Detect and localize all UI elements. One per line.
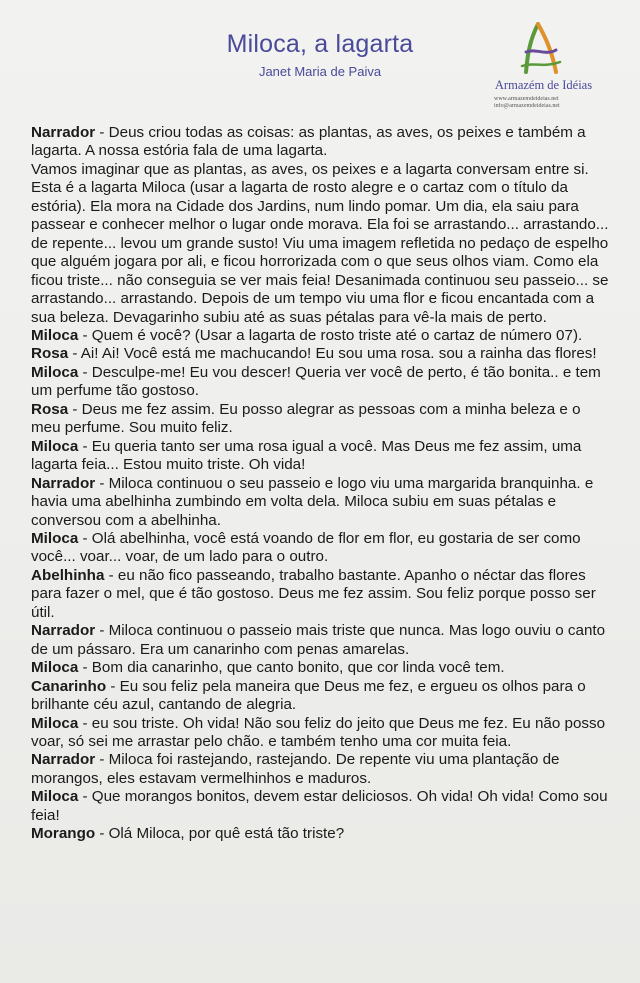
speaker-label: Miloca	[31, 326, 79, 344]
line-text: - Miloca continuou o seu passeio e logo viu uma margarida branquinha. e havia uma abelhinha zumbindo em volta dela. Miloca subiu em suas pétalas e conversou com a abelhinha.	[31, 474, 594, 529]
speaker-label: Rosa	[31, 345, 69, 363]
line-text: - Miloca foi rastejando, rastejando. De repente viu uma plantação de morangos, eles estavam vermelhinhos e maduros.	[31, 751, 560, 787]
publisher-site: www.armazemdeideias.net	[494, 96, 559, 102]
paragraph	[31, 327, 613, 345]
line-text: - Bom dia canarinho, que canto bonito, que cor linda você tem.	[78, 659, 505, 677]
paragraph	[31, 678, 613, 715]
speaker-label: Narrador	[31, 622, 96, 640]
line-text: - Eu queria tanto ser uma rosa igual a você. Mas Deus me fez assim, uma lagarta feia... Estou muito triste. Oh vida!	[31, 437, 582, 474]
line-text: - Que morangos bonitos, devem estar deliciosos. Oh vida! Oh vida! Como sou feia!	[31, 788, 608, 824]
publisher-email: info@armazemdeideias.net	[494, 103, 560, 109]
paragraph	[31, 715, 613, 752]
speaker-label: Miloca	[31, 714, 79, 732]
speaker-label: Canarinho	[31, 677, 107, 695]
paragraph	[31, 401, 613, 438]
line-text: - Quem é você? (Usar a lagarta de rosto triste até o cartaz de número 07).	[78, 326, 583, 344]
paragraph	[31, 438, 613, 475]
paragraph	[31, 567, 613, 622]
line-text: - eu não fico passeando, trabalho bastante. Apanho o néctar das flores para fazer o mel, que é tão gostoso. Deus me fez assim. Sou feliz porque posso ser útil.	[31, 566, 596, 621]
paragraph	[31, 475, 613, 530]
story-title: Miloca, a lagarta	[226, 30, 414, 58]
speaker-label: Miloca	[31, 659, 79, 677]
line-text: - Eu sou feliz pela maneira que Deus me fez, e ergueu os olhos para o brilhante céu azul, cantando de alegria.	[31, 677, 586, 714]
paragraph	[31, 751, 613, 788]
speaker-label: Miloca	[31, 437, 79, 455]
paragraph	[31, 659, 613, 677]
paragraph	[31, 825, 613, 843]
line-text: - Desculpe-me! Eu vou descer! Queria ver você de perto, é tão bonita.. e tem um perfume tão gostoso.	[31, 363, 601, 400]
paragraph	[31, 124, 613, 161]
speaker-label: Miloca	[31, 788, 79, 806]
line-text: - Deus criou todas as coisas: as plantas, as aves, os peixes e também a lagarta. A nossa estória fala de uma lagarta.	[31, 124, 586, 160]
paragraph	[31, 364, 613, 401]
line-text: - Miloca continuou o passeio mais triste que nunca. Mas logo ouviu o canto de um pássaro. Era um canarinho com penas amarelas.	[31, 622, 606, 658]
line-text: - Ai! Ai! Você está me machucando! Eu sou uma rosa. sou a rainha das flores!	[68, 345, 597, 363]
paragraph	[31, 345, 613, 363]
publisher-name: Armazém de Idéias	[494, 78, 593, 92]
paragraph	[31, 788, 613, 825]
paragraph	[31, 161, 613, 327]
line-text: - Olá Miloca, por quê está tão triste?	[95, 825, 345, 843]
publisher-logo	[486, 22, 601, 122]
line-text: - eu sou triste. Oh vida! Não sou feliz do jeito que Deus me fez. Eu não posso voar, só sei me arrastar pelo chão. e também tenho uma cor muita feia.	[31, 714, 606, 750]
speaker-label: Narrador	[31, 474, 96, 492]
line-text: - Deus me fez assim. Eu posso alegrar as pessoas com a minha beleza e o meu perfume. Sou muito feliz.	[31, 400, 581, 437]
speaker-label: Miloca	[31, 529, 79, 547]
paragraph	[31, 530, 613, 567]
ribbon-logo-icon	[516, 22, 566, 76]
story-body	[31, 124, 613, 844]
line-text: - Olá abelhinha, você está voando de flor em flor, eu gostaria de ser como você... voar... voar, de um lado para o outro.	[31, 529, 581, 566]
speaker-label: Rosa	[31, 400, 69, 418]
paragraph	[31, 622, 613, 659]
line-text: Vamos imaginar que as plantas, as aves, os peixes e a lagarta conversam entre si. Esta é a lagarta Miloca (usar a lagarta de rosto alegre e o cartaz com o título da estória). Ela mora na Cidade dos Jardins, num lindo pomar. Um dia, ela saiu para passear e conhecer melhor o lugar onde morava. Ela foi se arrastando... arrastando... de repente... levou um grande susto! Viu uma imagem refletida no pedaço de espelho que alguém jogara por ali, e ficou horrorizada com o que seus olhos viam. Como ela ficou triste... não conseguia se ver mais feia! Desanimada continuou seu passeio... se arrastando... arrastando. Depois de um tempo viu uma flor e ficou encantada com a sua beleza. Devagarinho subiu até as suas pétalas para vê-la mais de perto.	[31, 160, 609, 326]
speaker-label: Morango	[31, 825, 96, 843]
speaker-label: Abelhinha	[31, 566, 105, 584]
author-name: Janet Maria de Paiva	[258, 64, 382, 79]
speaker-label: Narrador	[31, 124, 96, 141]
speaker-label: Miloca	[31, 363, 79, 381]
speaker-label: Narrador	[31, 751, 96, 769]
